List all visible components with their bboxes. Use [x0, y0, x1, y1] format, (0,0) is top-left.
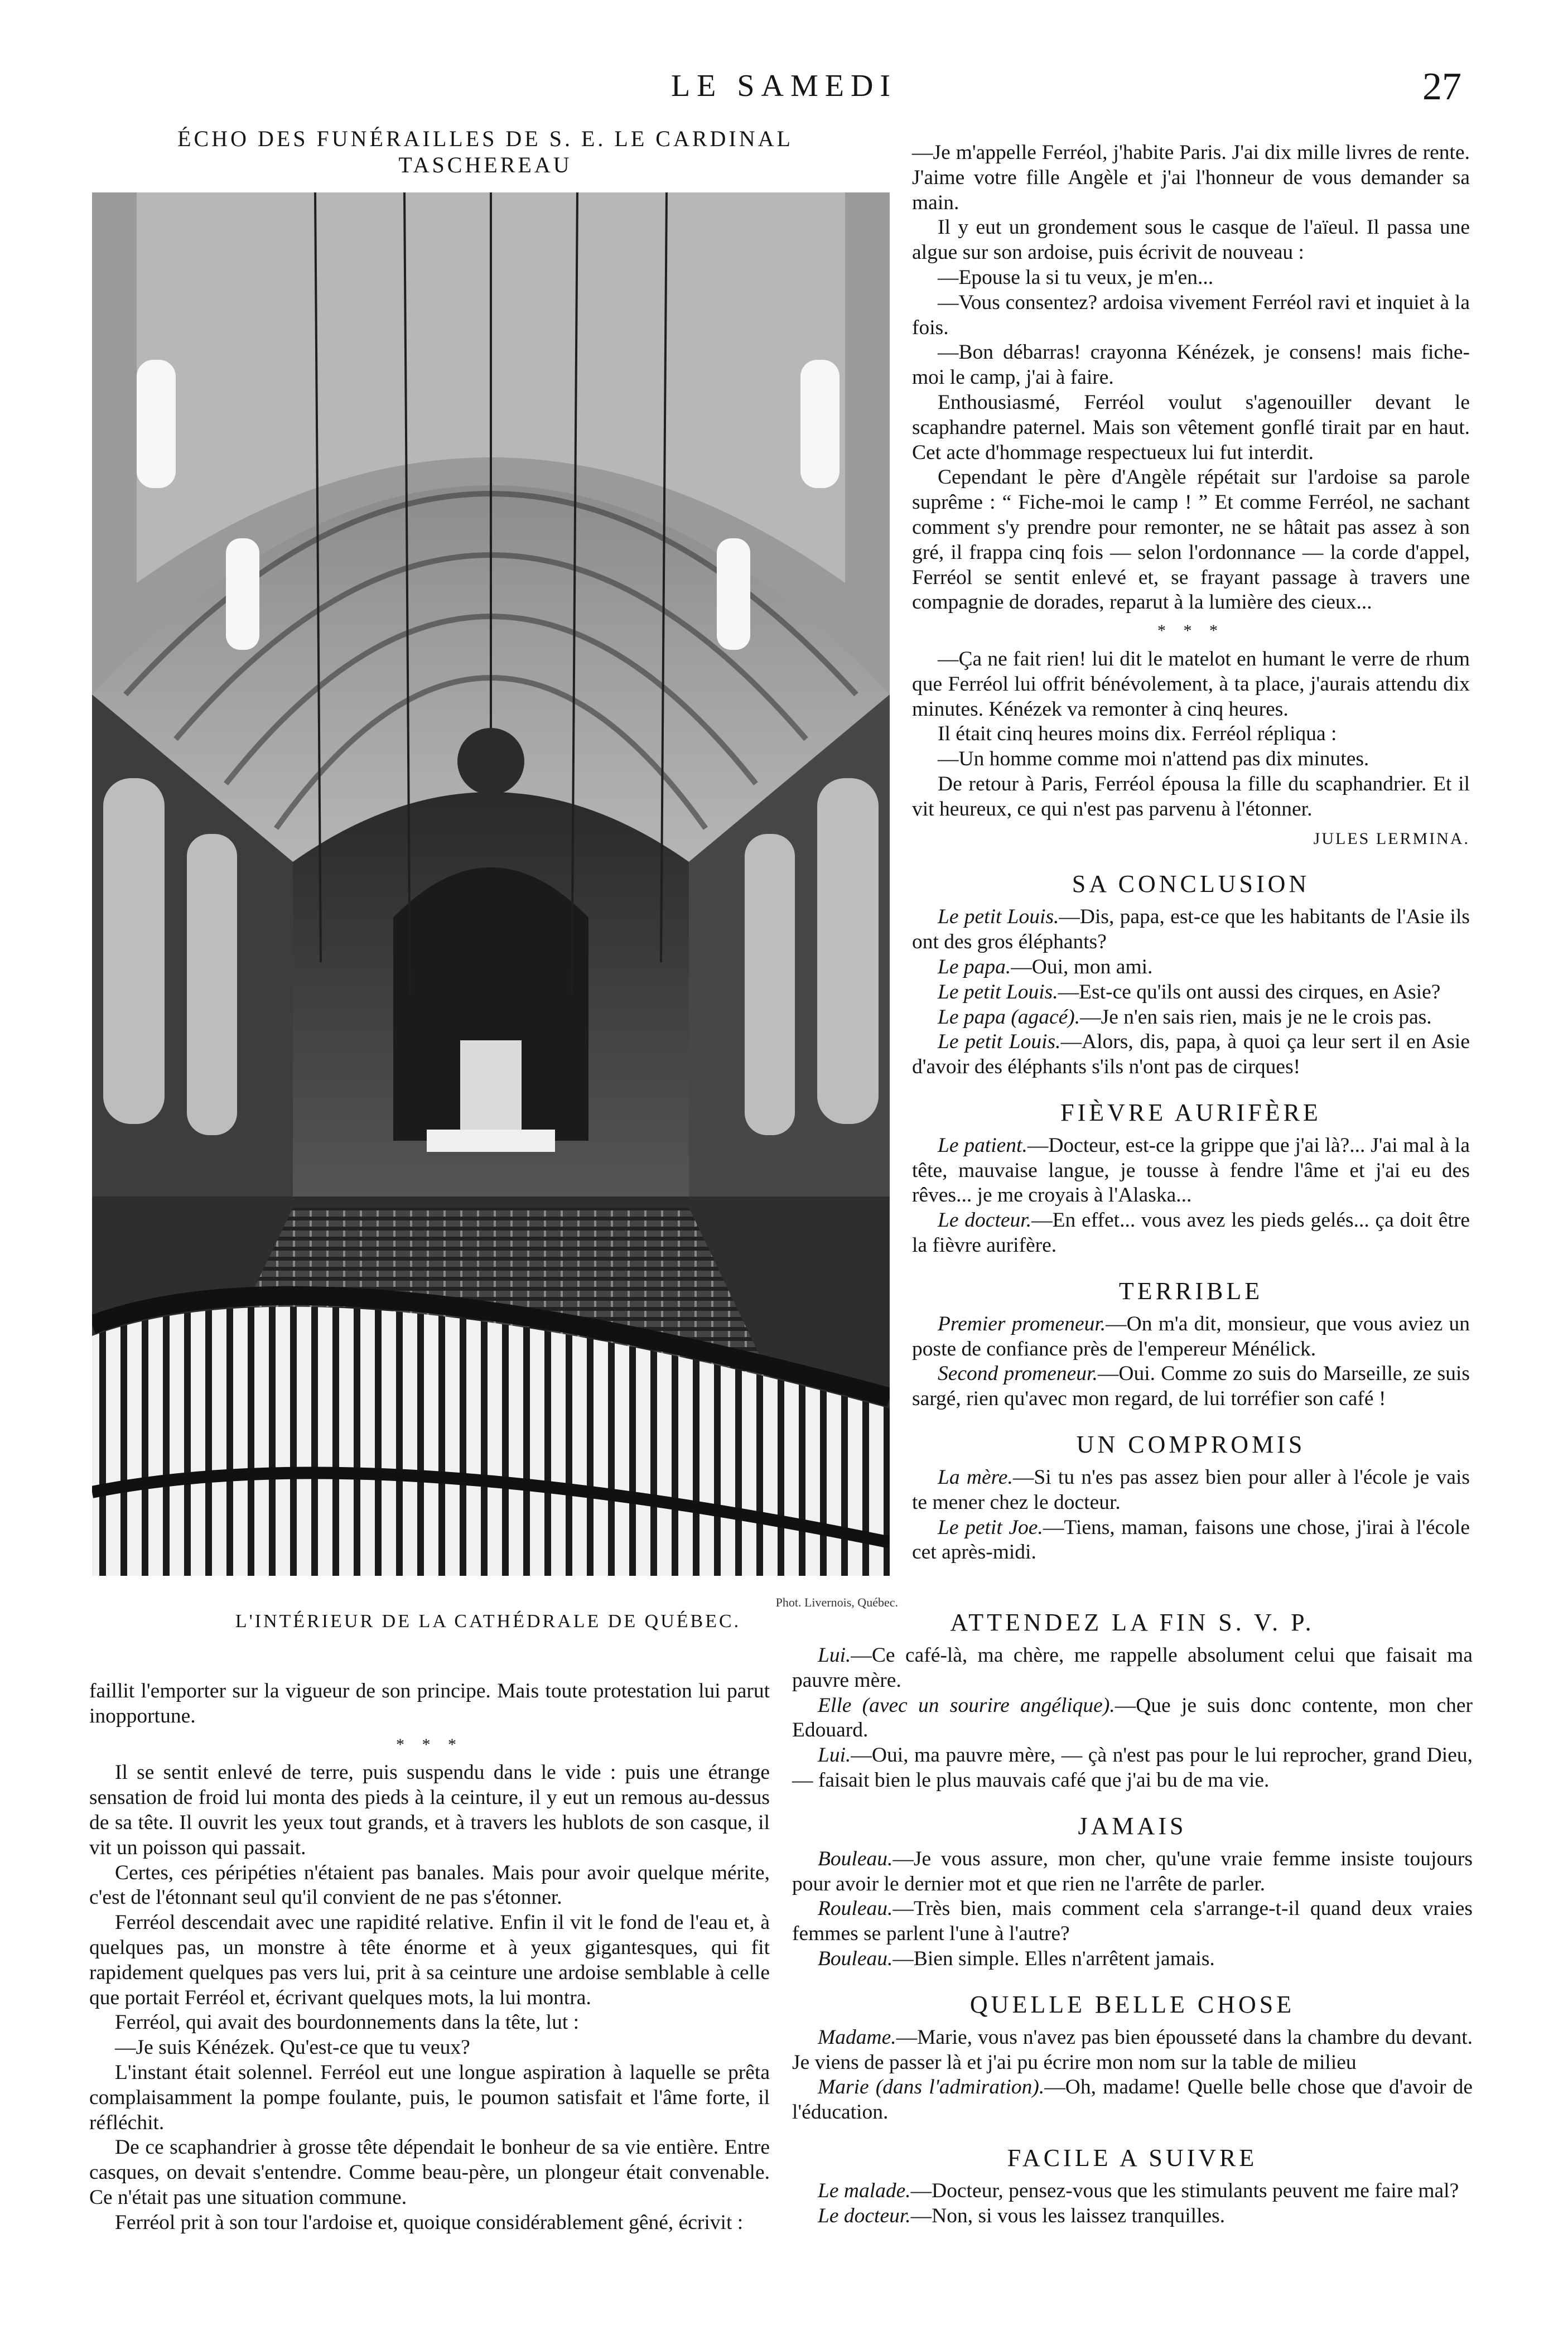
joke-line	[912, 1465, 1470, 1516]
joke-text: —Je vous assure, mon cher, qu'une vraie femme insiste toujours pour avoir le dernier mot et que rien ne l'arrête de parler.	[792, 1847, 1473, 1895]
joke-title: SA CONCLUSION	[1072, 870, 1310, 898]
joke-text: —Je n'en sais rien, mais je ne le crois pas.	[1080, 1005, 1432, 1029]
cathedral-photo	[92, 192, 890, 1576]
joke-text: —Oh, madame! Quelle belle chose que d'avoir de l'éducation.	[792, 2076, 1473, 2124]
story-paragraph: Ferréol, qui avait des bourdonnements dans la tête, lut :	[115, 2011, 580, 2034]
photo-caption: L'INTÉRIEUR DE LA CATHÉDRALE DE QUÉBEC.	[235, 1611, 741, 1632]
story-paragraph: Certes, ces péripéties n'étaient pas banales. Mais pour avoir quelque mérite, c'est de l'étonnant seul qu'il convient de ne pas s'étonner.	[89, 1861, 770, 1909]
joke-text: —Tiens, maman, faisons une chose, j'irai à l'école cet après-midi.	[912, 1516, 1470, 1564]
story-paragraph: Ferréol descendait avec une rapidité relative. Enfin il vit le fond de l'eau et, à quelques pas, un monstre à tête énorme et à yeux gigantesques, qui fit rapidement quelques pas vers lui, prit à sa ceinture une ardoise semblable à celle que portait Ferréol et, écrivant quelques mots, la lui montra.	[89, 1911, 770, 2009]
joke-line	[792, 2204, 1473, 2229]
story-paragraph: —Un homme comme moi n'attend pas dix minutes.	[938, 747, 1369, 771]
joke-speaker: Le petit Louis.	[938, 905, 1059, 929]
joke-text: —Docteur, pensez-vous que les stimulants peuvent me faire mal?	[910, 2179, 1459, 2202]
joke-title: QUELLE BELLE CHOSE	[969, 1990, 1295, 2018]
story-paragraph: Il était cinq heures moins dix. Ferréol répliqua :	[938, 722, 1337, 746]
story-paragraph: —Je suis Kénézek. Qu'est-ce que tu veux?	[115, 2036, 470, 2059]
joke-text: —On m'a dit, monsieur, que vous aviez un poste de confiance près de l'empereur Ménélick.	[912, 1312, 1470, 1361]
joke-line	[912, 1208, 1470, 1258]
joke-speaker: Le patient.	[938, 1133, 1027, 1157]
running-title: LE SAMEDI	[670, 69, 898, 103]
photo-heading: ÉCHO DES FUNÉRAILLES DE S. E. LE CARDINAL TASCHEREAU	[177, 126, 793, 177]
joke-line	[792, 1897, 1473, 1947]
joke-speaker: Le docteur.	[938, 1209, 1032, 1232]
story-paragraph: Il y eut un grondement sous le casque de l'aïeul. Il passa une algue sur son ardoise, puis écrivit de nouveau :	[912, 216, 1470, 264]
joke-line	[912, 1133, 1470, 1208]
joke-text: —Oui, mon ami.	[1011, 955, 1153, 978]
joke-title: JAMAIS	[1078, 1812, 1187, 1840]
story-paragraph: —Epouse la si tu veux, je m'en...	[938, 266, 1214, 289]
joke-text: —Non, si vous les laissez tranquilles.	[910, 2204, 1226, 2227]
joke-line	[912, 1030, 1470, 1080]
section-stars: * * *	[396, 1735, 463, 1754]
joke-line	[792, 1743, 1473, 1793]
joke-line	[912, 1005, 1470, 1030]
joke-line	[912, 1312, 1470, 1362]
joke-text: —Alors, dis, papa, à quoi ça leur sert il en Asie d'avoir des éléphants s'ils n'ont pas de cirques!	[912, 1030, 1470, 1079]
right-lower-column	[792, 1609, 1473, 2229]
joke-line	[792, 1694, 1473, 1744]
joke-line	[912, 980, 1470, 1005]
joke-speaker: Le petit Louis.	[938, 980, 1058, 1004]
joke-line	[912, 955, 1470, 980]
story-paragraph: —Ça ne fait rien! lui dit le matelot en humant le verre de rhum que Ferréol lui offrit bénévolement, à ta place, j'aurais attendu dix minutes. Kénézek va remonter à cinq heures.	[912, 647, 1470, 721]
story-author: JULES LERMINA.	[1313, 829, 1470, 848]
joke-speaker: Second promeneur.	[938, 1362, 1098, 1386]
joke-speaker: Le docteur.	[818, 2204, 911, 2227]
section-stars: * * *	[1157, 621, 1224, 640]
joke-speaker: Elle (avec un sourire angélique).	[818, 1694, 1115, 1717]
story-paragraph: Cependant le père d'Angèle répétait sur l'ardoise sa parole suprême : “ Fiche-moi le camp ! ” Et comme Ferréol, ne sachant comment s'y prendre pour remonter, ne se hâtait pas assez à son gré, il frappa cinq fois — selon l'ordonnance — la corde d'appel, Ferréol se sentit enlevé et, se frayant passage à travers une compagnie de dorades, reparut à la lumière des cieux...	[912, 466, 1470, 614]
joke-speaker: Le papa (agacé).	[938, 1005, 1080, 1029]
story-paragraph: Ferréol prit à son tour l'ardoise et, quoique considérablement gêné, écrivit :	[115, 2211, 744, 2234]
joke-speaker: Madame.	[818, 2025, 896, 2049]
joke-text: —Docteur, est-ce la grippe que j'ai là?... J'ai mal à la tête, mauvaise langue, je tousse à fendre l'âme et j'ai eu des rêves... je me croyais à l'Alaska...	[912, 1133, 1470, 1207]
joke-speaker: Bouleau.	[818, 1847, 893, 1870]
joke-text: —Dis, papa, est-ce que les habitants de l'Asie ils ont des gros éléphants?	[912, 905, 1470, 954]
story-paragraph: —Vous consentez? ardoisa vivement Ferréol ravi et inquiet à la fois.	[912, 291, 1470, 339]
joke-title: ATTENDEZ LA FIN S. V. P.	[950, 1609, 1315, 1636]
joke-text: —Ce café-là, ma chère, me rappelle absolument celui que faisait ma pauvre mère.	[792, 1644, 1473, 1692]
story-paragraph: Enthousiasmé, Ferréol voulut s'agenouiller devant le scaphandre paternel. Mais son vêtement gonflé tirait par en haut. Cet acte d'hommage respectueux lui fut interdit.	[912, 390, 1470, 464]
joke-speaker: Lui.	[818, 1744, 851, 1767]
joke-line	[792, 2075, 1473, 2125]
joke-text: —En effet... vous avez les pieds gelés... ça doit être la fièvre aurifère.	[912, 1209, 1470, 1257]
joke-speaker: Lui.	[818, 1644, 851, 1667]
joke-text: —Oui, ma pauvre mère, — çà n'est pas pour le lui reprocher, grand Dieu, — faisait bien le plus mauvais café que j'ai bu de ma vie.	[792, 1744, 1473, 1792]
joke-line	[792, 2025, 1473, 2076]
joke-text: —Est-ce qu'ils ont aussi des cirques, en Asie?	[1058, 980, 1441, 1004]
joke-speaker: Marie (dans l'admiration).	[818, 2076, 1045, 2099]
joke-line	[912, 1516, 1470, 1566]
photo-credit: Phot. Livernois, Québec.	[775, 1595, 898, 1609]
joke-speaker: Le petit Joe.	[938, 1516, 1043, 1539]
page-number: 27	[1422, 65, 1461, 108]
joke-text: —Bien simple. Elles n'arrêtent jamais.	[892, 1947, 1215, 1970]
joke-line	[792, 2179, 1473, 2204]
joke-text: —Si tu n'es pas assez bien pour aller à l'école je vais te mener chez le docteur.	[912, 1466, 1470, 1514]
joke-line	[912, 905, 1470, 955]
joke-text: —Marie, vous n'avez pas bien épousseté dans la chambre du devant. Je viens de passer là et j'ai pu écrire mon nom sur la table de milieu	[792, 2025, 1473, 2074]
joke-speaker: Le malade.	[818, 2179, 911, 2202]
story-paragraph: L'instant était solennel. Ferréol eut une longue aspiration à laquelle se prêta complaisamment la pompe foulante, puis, le poumon satisfait et l'âme forte, il réfléchit.	[89, 2061, 770, 2134]
joke-line	[912, 1362, 1470, 1412]
story-paragraph: De ce scaphandrier à grosse tête dépendait le bonheur de sa vie entière. Entre casques, on devait s'entendre. Comme beau-père, un plongeur était convenable. Ce n'était pas une situation commune.	[89, 2136, 770, 2209]
joke-text: —Très bien, mais comment cela s'arrange-t-il quand deux vraies femmes se parlent l'une à l'autre?	[792, 1897, 1473, 1946]
joke-title: FIÈVRE AURIFÈRE	[1060, 1098, 1321, 1126]
joke-speaker: La mère.	[938, 1466, 1013, 1489]
story-paragraph: Il se sentit enlevé de terre, puis suspendu dans le vide : puis une étrange sensation de froid lui monta des pieds à la ceinture, il y eut un remous au-dessus de sa tête. Il ouvrit les yeux tout grands, et à travers les hublots de son casque, il vit un poisson qui passait.	[89, 1761, 770, 1859]
right-column	[912, 141, 1470, 1565]
joke-speaker: Le papa.	[938, 955, 1011, 978]
joke-speaker: Rouleau.	[818, 1897, 893, 1921]
story-paragraph: —Je m'appelle Ferréol, j'habite Paris. J'ai dix mille livres de rente. J'aime votre fille Angèle et j'ai l'honneur de vous demander sa main.	[912, 141, 1470, 214]
joke-speaker: Le petit Louis.	[938, 1030, 1061, 1054]
joke-line	[792, 1643, 1473, 1694]
joke-title: UN COMPROMIS	[1076, 1431, 1306, 1459]
joke-title: FACILE A SUIVRE	[1007, 2144, 1258, 2172]
joke-speaker: Premier promeneur.	[938, 1312, 1106, 1335]
joke-line	[792, 1947, 1473, 1972]
joke-text: —Que je suis donc contente, mon cher Edouard.	[792, 1694, 1473, 1742]
joke-speaker: Bouleau.	[818, 1947, 893, 1970]
joke-text: —Oui. Comme zo suis do Marseille, ze suis sargé, rien qu'avec mon regard, de lui torréfier son café !	[912, 1362, 1470, 1411]
joke-line	[792, 1847, 1473, 1897]
story-paragraph: —Bon débarras! crayonna Kénézek, je consens! mais fiche-moi le camp, j'ai à faire.	[912, 341, 1470, 389]
joke-title: TERRIBLE	[1118, 1277, 1263, 1305]
story-paragraph: De retour à Paris, Ferréol épousa la fille du scaphandrier. Et il vit heureux, ce qui n'est pas parvenu à l'étonner.	[912, 772, 1470, 821]
left-column	[89, 1679, 770, 2236]
story-paragraph: faillit l'emporter sur la vigueur de son principe. Mais toute protestation lui parut inopportune.	[89, 1680, 770, 1728]
